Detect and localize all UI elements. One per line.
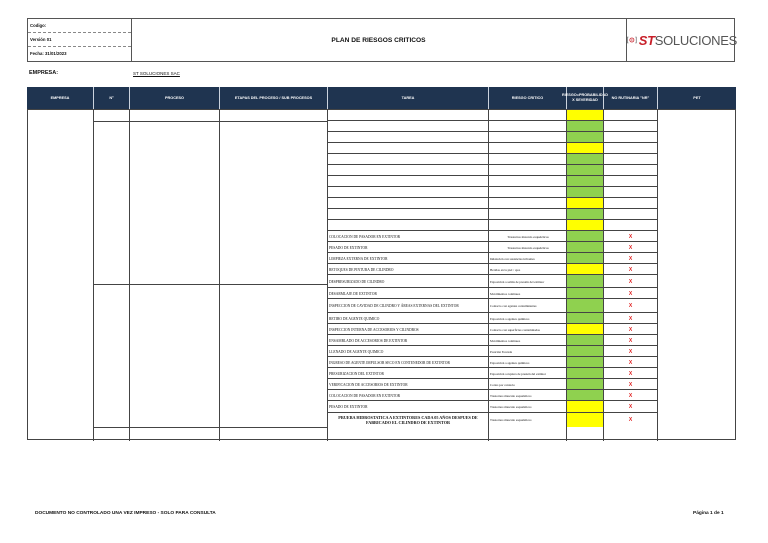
logo-emblem-icon: [627, 32, 637, 48]
tarea-cell: DESARMLAJE DE EXTINTOR: [329, 291, 377, 296]
no-rutinaria-mark: X: [628, 315, 633, 322]
row-divider: [327, 120, 658, 121]
col-tarea-header: TAREA: [327, 87, 488, 109]
col-etapas-header: ETAPAS DEL PROCESO / SUB PROCESOS: [219, 87, 327, 109]
codigo-field: Codigo:: [28, 19, 131, 33]
tarea-cell: COLOCACION DE PASADOR EN EXTINTOR: [329, 234, 401, 239]
row-divider: [327, 412, 658, 413]
riesgo-critico-cell: Trastornos musculo esqueléticos: [490, 418, 532, 422]
no-rutinaria-mark: X: [628, 244, 633, 251]
document-header: [27, 18, 735, 62]
table-header: [27, 87, 736, 109]
tarea-cell: PRUEBA HIDROSTATICA A EXTINTORES CADA 05 AÑOS DESPUES DE FABRICADO EL CILINDRO DE EXTINTOR: [338, 415, 478, 425]
footer-disclaimer: DOCUMENTO NO CONTROLADO UNA VEZ IMPRESO - SOLO PARA CONSULTA: [35, 511, 216, 516]
col-numero-header: N°: [93, 87, 129, 109]
riesgo-critico-cell: Trastornos musculo esqueléticos: [507, 245, 549, 250]
row-divider: [327, 287, 658, 288]
risk-table: [27, 109, 736, 440]
row-divider: [327, 345, 658, 346]
risk-level-cell: [567, 413, 603, 427]
row-divider: [327, 219, 658, 220]
riesgo-critico-cell: Heridas en la piel / ojos: [490, 267, 521, 272]
riesgo-critico-cell: Movimientos continuos: [490, 291, 521, 296]
tarea-cell: ENSAMBLADO DE ACCESORIOS DE EXTINTOR: [329, 338, 408, 343]
col-proceso-header: PROCESO: [129, 87, 219, 109]
row-divider: [327, 142, 658, 143]
row-divider: [327, 153, 658, 154]
row-divider: [327, 241, 658, 242]
column-divider: [219, 110, 220, 441]
riesgo-critico-cell: Exposición a agentes químicos: [490, 360, 530, 365]
no-rutinaria-mark: X: [628, 290, 633, 297]
no-rutinaria-mark: X: [628, 278, 633, 285]
no-rutinaria-mark: X: [628, 370, 633, 377]
col-pet-header: PET: [657, 87, 736, 109]
no-rutinaria-mark: X: [628, 417, 633, 423]
riesgo-critico-cell: Contacto con superficies contaminadas: [490, 327, 540, 332]
col-no-rutinaria-header: NO RUTINARIA "NR": [603, 87, 657, 109]
logo-st-text: ST: [638, 32, 655, 48]
row-divider: [327, 356, 658, 357]
row-divider: [327, 186, 658, 187]
no-rutinaria-mark: X: [628, 392, 633, 399]
no-rutinaria-mark: X: [628, 266, 633, 273]
riesgo-critico-cell: Trastornos musculo esqueléticos: [490, 393, 532, 398]
no-rutinaria-mark: X: [628, 404, 633, 410]
tarea-cell: INSPECCION DE CAVIDAD DE CILINDRO Y ÁREAS EXTERNAS DEL EXTINTOR: [329, 304, 459, 308]
row-divider: [327, 274, 658, 275]
risk-level-cell: [567, 299, 603, 313]
tarea-cell: COLOCACION DE PASADOR EN EXTINTOR: [329, 393, 401, 398]
riesgo-critico-cell: Inhalación con sustancias irritantes: [490, 256, 535, 261]
company-logo: [626, 19, 737, 61]
riesgo-critico-cell: Exposición a salida de presión del extintor: [490, 279, 545, 284]
row-divider: [327, 208, 658, 209]
document-meta: [28, 19, 132, 61]
riesgo-critico-cell: Trastornos musculo esqueléticos: [507, 234, 549, 239]
tarea-cell: LIMPIEZA EXTERNA DE EXTINTOR: [329, 256, 388, 261]
no-rutinaria-mark: X: [628, 359, 633, 366]
row-divider: [327, 252, 658, 253]
tarea-cell: VERIFICACION DE ACCESORIOS DE EXTINTOR: [329, 382, 408, 387]
riesgo-critico-cell: Cortes por contacto: [490, 382, 515, 387]
fecha-field: Fecha: 31/01/2023: [30, 51, 67, 56]
row-divider: [327, 378, 658, 379]
no-rutinaria-mark: X: [628, 381, 633, 388]
row-divider: [327, 367, 658, 368]
column-divider: [129, 110, 130, 441]
row-divider: [327, 263, 658, 264]
tarea-cell: PESADO DE EXTINTOR: [329, 245, 368, 250]
row-divider: [93, 121, 327, 122]
col-empresa-header: EMPRESA: [50, 95, 70, 100]
row-divider: [93, 427, 327, 428]
col-riesgo-critico-header: RIESGO CRITICO: [488, 87, 566, 109]
row-divider: [327, 175, 658, 176]
row-divider: [327, 230, 658, 231]
tarea-cell: PESADO DE EXTINTOR: [329, 405, 368, 409]
riesgo-critico-cell: Exposición a agentes químicos: [490, 316, 530, 321]
riesgo-critico-cell: Trastornos musculo esqueléticos: [490, 405, 532, 409]
row-divider: [327, 400, 658, 401]
row-divider: [327, 323, 658, 324]
empresa-value: ST SOLUCIONES SAC: [133, 71, 180, 76]
row-divider: [327, 164, 658, 165]
tarea-cell: INSPECCION INTERNA DE ACCESORIOS Y CILINDROS: [329, 327, 419, 332]
empresa-label: EMPRESA:: [29, 70, 59, 76]
row-divider: [327, 131, 658, 132]
column-divider: [657, 110, 658, 441]
riesgo-critico-cell: Exposición a ruptura de presión del extintor: [490, 371, 546, 376]
row-divider: [93, 284, 327, 285]
logo-soluciones-text: SOLUCIONES: [654, 32, 737, 48]
page-number: Página 1 de 1: [693, 511, 724, 516]
row-divider: [327, 312, 658, 313]
tarea-cell: DESPRESURIZADO DE CILINDRO: [329, 279, 385, 284]
tarea-cell: LLENADO DE AGENTE QUIMICO: [329, 349, 384, 354]
tarea-cell: INGRESO DE AGENTE IMPULSOR SECO EN CONTENEDOR DE EXTINTOR: [329, 360, 450, 365]
column-divider: [93, 110, 94, 441]
document-title: PLAN DE RIESGOS CRITICOS: [331, 36, 426, 44]
row-divider: [327, 298, 658, 299]
tarea-cell: RETIRO DE AGENTE QUIMICO: [329, 316, 380, 321]
tarea-cell: PRESURIZACION DEL EXTINTOR: [329, 371, 384, 376]
row-divider: [327, 334, 658, 335]
no-rutinaria-mark: X: [628, 348, 633, 355]
riesgo-critico-cell: Movimientos continuos: [490, 338, 521, 343]
no-rutinaria-mark: X: [628, 303, 633, 309]
version-field: Versión 01: [28, 33, 131, 47]
riesgo-critico-cell: Posición Forzada: [490, 349, 513, 354]
no-rutinaria-mark: X: [628, 233, 633, 240]
col-riesgo-nivel-header: RIESGO=PROBABILIDAD X SEVERIDAD: [566, 87, 603, 109]
riesgo-critico-cell: Contacto con agentes contaminantes: [490, 304, 537, 308]
row-divider: [327, 197, 658, 198]
no-rutinaria-mark: X: [628, 337, 633, 344]
no-rutinaria-mark: X: [628, 255, 633, 262]
tarea-cell: RETOQUES DE PINTURA DE CILINDRO: [329, 267, 394, 272]
row-divider: [327, 389, 658, 390]
no-rutinaria-mark: X: [628, 326, 633, 333]
